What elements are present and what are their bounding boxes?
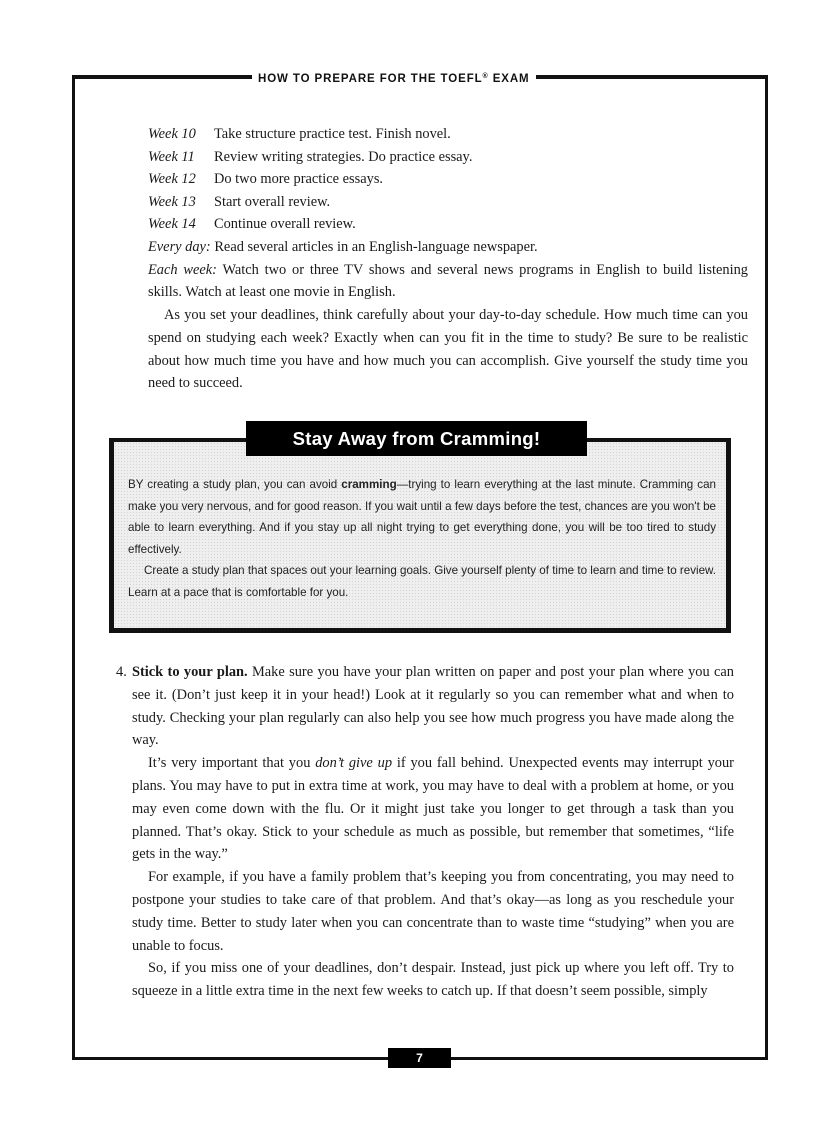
every-day-text: Read several articles in an English-language newspaper. [210, 239, 538, 255]
item-text: Make sure you have your plan written on paper and post your plan where you can see it. (Don’t just keep it in your head!) Look at it regularly so you can remember what and when to study. Checking your plan regularly can also help you see how much progress you have made along the way. [132, 664, 734, 749]
schedule-row [148, 123, 472, 146]
schedule-row [148, 146, 472, 169]
page-number: 7 [388, 1048, 451, 1068]
week-task: Start overall review. [214, 193, 331, 210]
every-day-label: Every day: [148, 239, 211, 255]
section-stick-to-plan [116, 661, 734, 1003]
numbered-item [116, 661, 734, 752]
sidebar-title: Stay Away from Cramming! [246, 421, 587, 456]
schedule-row [148, 191, 472, 214]
each-week-label: Each week: [148, 261, 217, 278]
item-paragraph [132, 661, 734, 752]
each-week-note [148, 259, 748, 304]
key-term-cramming: cramming [341, 478, 397, 491]
frame-left-rule [72, 75, 75, 1060]
paragraph-text-run: if you fall behind. Unexpected events may interrupt your plans. You may have to put in extra time at work, you may have to deal with a problem at home, or you may even come down with the flu. Or it might just take you longer to get through a task than you planned. That’s okay. Stick to your schedule as much as possible, but remember that sometimes, “life gets in the way.” [132, 755, 734, 863]
week-task: Continue overall review. [214, 216, 356, 233]
week-task: Review writing strategies. Do practice essay. [214, 148, 473, 165]
week-task: Do two more practice essays. [214, 171, 384, 188]
running-head-suffix: EXAM [488, 73, 530, 85]
week-label: Week 14 [148, 216, 196, 233]
routine-notes [148, 236, 748, 395]
frame-right-rule [765, 75, 768, 1060]
sidebar-text-run: —trying to learn everything at the last minute. Cramming can make you very nervous, and for good reason. If you wait until a few days before the test, chances are you won't be able to learn everything. And if you stay up all night trying to get everything done, you will be too tired to study effectively. [128, 478, 716, 556]
registered-mark: ® [482, 73, 489, 80]
emphasis-dont-give-up: don’t give up [315, 755, 393, 772]
week-label: Week 10 [148, 126, 196, 142]
each-week-text: Watch two or three TV shows and several news programs in English to build listening skills. Watch at least one movie in English. [148, 261, 748, 301]
item-number: 4. [116, 664, 127, 680]
every-day-note [148, 236, 748, 259]
schedule-row [148, 213, 472, 236]
sidebar-body [128, 474, 716, 603]
running-head [252, 68, 536, 86]
weekly-schedule [148, 123, 472, 236]
sidebar-paragraph [128, 474, 716, 560]
deadlines-paragraph: As you set your deadlines, think carefully about your day-to-day schedule. How much time can you spend on studying each week? Exactly when can you fit in the time to study? Be sure to be realistic about how much time you have and how much you can accomplish. Give yourself the study time you need to succeed. [148, 307, 748, 392]
paragraph-text-run: It’s very important that you [148, 755, 316, 772]
item-heading: Stick to your plan. [132, 664, 248, 680]
week-task: Take structure practice test. Finish novel. [214, 126, 451, 142]
sidebar-text-run: BY creating a study plan, you can avoid [128, 478, 342, 491]
week-label: Week 13 [148, 193, 196, 210]
week-label: Week 11 [148, 148, 195, 165]
dont-give-up-paragraph [116, 752, 734, 866]
missed-deadline-paragraph: So, if you miss one of your deadlines, don’t despair. Instead, just pick up where you left off. Try to squeeze in a little extra time in the next few weeks to catch up. If that doesn’t seem possible, simply [132, 960, 734, 1000]
example-paragraph: For example, if you have a family problem that’s keeping you from concentrating, you may need to postpone your studies to take care of that problem. And that’s okay—as long as you reschedule your study time. Better to study later when you can concentrate than to waste time “studying” when you are unable to focus. [132, 869, 734, 954]
week-label: Week 12 [148, 171, 196, 188]
schedule-row [148, 168, 472, 191]
running-head-title: HOW TO PREPARE FOR THE TOEFL [258, 73, 483, 85]
sidebar-paragraph: Create a study plan that spaces out your learning goals. Give yourself plenty of time to learn and time to review. Learn at a pace that is comfortable for you. [128, 564, 716, 599]
